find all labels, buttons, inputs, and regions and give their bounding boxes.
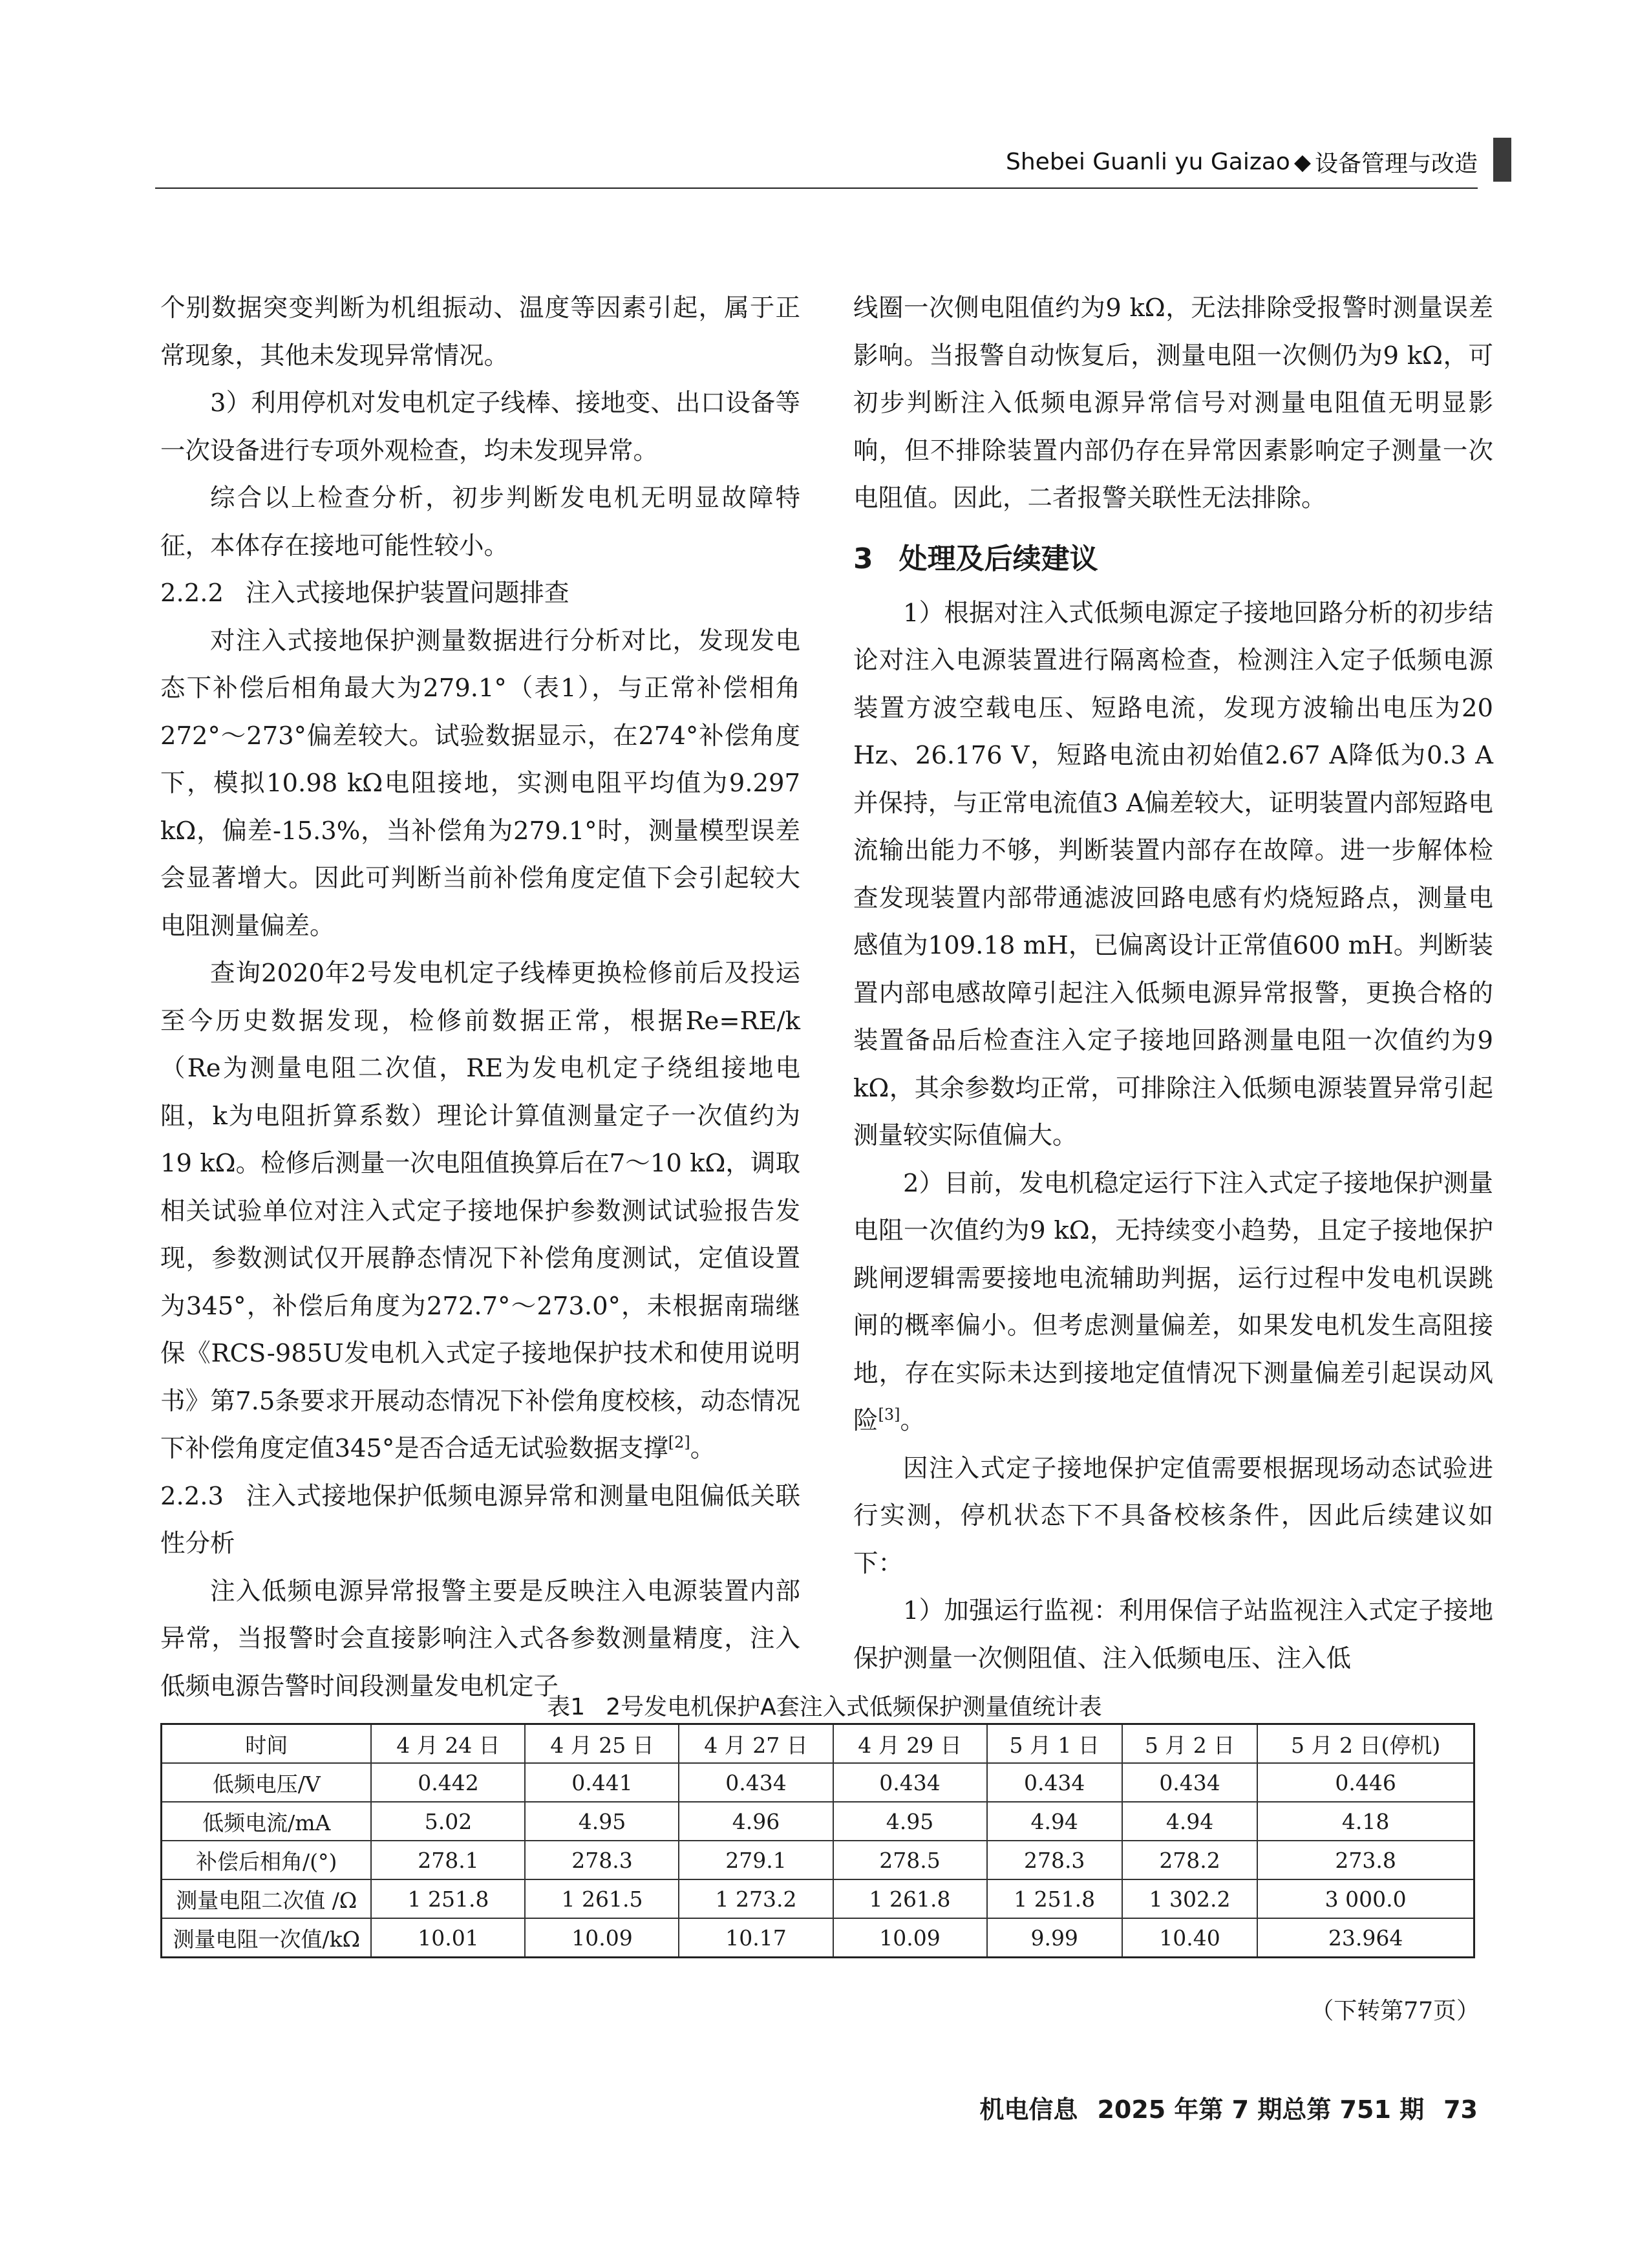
table-cell: 3 000.0 xyxy=(1257,1879,1474,1918)
table-cell: 0.434 xyxy=(833,1763,987,1802)
paragraph xyxy=(853,1160,1493,1445)
table-row xyxy=(162,1879,1474,1918)
row-label: 测量电阻一次值/kΩ xyxy=(162,1918,372,1958)
table-cell: 1 261.5 xyxy=(525,1879,679,1918)
issue-info: 2025 年第 7 期总第 751 期 xyxy=(1097,2095,1425,2124)
page-number: 73 xyxy=(1443,2095,1478,2124)
table-cell: 4.94 xyxy=(987,1802,1122,1841)
table-row xyxy=(162,1918,1474,1958)
table-cell: 10.40 xyxy=(1122,1918,1257,1958)
table-number: 表1 xyxy=(547,1694,586,1720)
table-row xyxy=(162,1802,1474,1841)
section-number: 2.2.2 xyxy=(160,579,224,608)
table-header-cell: 5 月 1 日 xyxy=(987,1724,1122,1764)
header-rule xyxy=(155,187,1478,189)
table-cell: 0.434 xyxy=(679,1763,833,1802)
table-header-cell: 4 月 25 日 xyxy=(525,1724,679,1764)
table-cell: 1 273.2 xyxy=(679,1879,833,1918)
table-cell: 279.1 xyxy=(679,1841,833,1879)
citation-ref: [3] xyxy=(878,1406,900,1424)
paragraph: 对注入式接地保护测量数据进行分析对比，发现发电态下补偿后相角最大为279.1°（表1），与正常补偿相角272°～273°偏差较大。试验数据显示，在274°补偿角度下，模拟10.98 kΩ电阻接地，实测电阻平均值为9.297 kΩ，偏差-15.3%，当补偿角为279.1°时，测量模型误差会显著增大。因此可判断当前补偿角度定值下会引起较大电阻测量偏差。 xyxy=(160,626,800,941)
table-header-cell: 时间 xyxy=(162,1724,372,1764)
table-row xyxy=(162,1763,1474,1802)
table-cell: 0.446 xyxy=(1257,1763,1474,1802)
table-cell: 278.3 xyxy=(525,1841,679,1879)
page-footer xyxy=(979,2090,1478,2125)
section-title: 处理及后续建议 xyxy=(899,542,1098,575)
table-cell: 4.18 xyxy=(1257,1802,1474,1841)
table-cell: 0.434 xyxy=(987,1763,1122,1802)
measurement-table xyxy=(160,1723,1475,1958)
table-cell: 10.09 xyxy=(525,1918,679,1958)
table-cell: 0.441 xyxy=(525,1763,679,1802)
table-cell: 278.3 xyxy=(987,1841,1122,1879)
table-header-cell: 5 月 2 日 xyxy=(1122,1724,1257,1764)
paragraph: 因注入式定子接地保护定值需要根据现场动态试验进行实测，停机状态下不具备校核条件，因此后续建议如下： xyxy=(853,1453,1493,1578)
paragraph: 综合以上检查分析，初步判断发电机无明显故障特征，本体存在接地可能性较小。 xyxy=(160,484,800,561)
row-label: 补偿后相角/(°) xyxy=(162,1841,372,1879)
table-cell: 1 251.8 xyxy=(987,1879,1122,1918)
paragraph: 3）利用停机对发电机定子线棒、接地变、出口设备等一次设备进行专项外观检查，均未发现异常。 xyxy=(160,389,800,465)
subsection-heading-2-2-2 xyxy=(160,570,800,617)
section-number: 2.2.3 xyxy=(160,1481,224,1511)
table-cell: 4.94 xyxy=(1122,1802,1257,1841)
paragraph: 1）加强运行监视：利用保信子站监视注入式定子接地保护测量一次侧阻值、注入低频电压、注入低 xyxy=(853,1596,1493,1673)
table-header-cell: 4 月 29 日 xyxy=(833,1724,987,1764)
table-cell: 4.95 xyxy=(525,1802,679,1841)
table-cell: 4.95 xyxy=(833,1802,987,1841)
table-cell: 0.434 xyxy=(1122,1763,1257,1802)
table-cell: 1 261.8 xyxy=(833,1879,987,1918)
paragraph: 1）根据对注入式低频电源定子接地回路分析的初步结论对注入电源装置进行隔离检查，检测注入定子低频电源装置方波空载电压、短路电流，发现方波输出电压为20 Hz、26.176 V，短路电流由初始值2.67 A降低为0.3 A并保持，与正常电流值3 A偏差较大，证明装置内部短路电流输出能力不够，判断装置内部存在故障。进一步解体检查发现装置内部带通滤波回路电感有灼烧短路点，测量电感值为109.18 mH，已偏离设计正常值600 mH。判断装置内部电感故障引起注入低频电源异常报警，更换合格的装置备品后检查注入定子接地回路测量电阻一次值约为9 kΩ，其余参数均正常，可排除注入低频电源装置异常引起测量较实际值偏大。 xyxy=(853,598,1493,1150)
table-cell: 1 251.8 xyxy=(371,1879,525,1918)
table-cell: 10.09 xyxy=(833,1918,987,1958)
section-title: 注入式接地保护装置问题排查 xyxy=(245,579,569,608)
table-cell: 278.2 xyxy=(1122,1841,1257,1879)
table-cell: 278.1 xyxy=(371,1841,525,1879)
paragraph-text: 2）目前，发电机稳定运行下注入式定子接地保护测量电阻一次值约为9 kΩ，无持续变小趋势，且定子接地保护跳闸逻辑需要接地电流辅助判据，运行过程中发电机误跳闸的概率偏小。但考虑测量偏差，如果发电机发生高阻接地，存在实际未达到接地定值情况下测量偏差引起误动风险 xyxy=(853,1168,1493,1435)
table-header-cell: 4 月 27 日 xyxy=(679,1724,833,1764)
header-column-title: 设备管理与改造 xyxy=(1314,151,1478,177)
row-label: 低频电流/mA xyxy=(162,1802,372,1841)
paragraph: 注入低频电源异常报警主要是反映注入电源装置内部异常，当报警时会直接影响注入式各参数测量精度，注入低频电源告警时间段测量发电机定子 xyxy=(160,1576,800,1701)
table-title: 2号发电机保护A套注入式低频保护测量值统计表 xyxy=(606,1694,1102,1720)
table-cell: 4.96 xyxy=(679,1802,833,1841)
paragraph: 个别数据突变判断为机组振动、温度等因素引起，属于正常现象，其他未发现异常情况。 xyxy=(160,294,800,370)
row-label: 低频电压/V xyxy=(162,1763,372,1802)
table-cell: 278.5 xyxy=(833,1841,987,1879)
header-bar-mark xyxy=(1493,138,1511,182)
header-pinyin: Shebei Guanli yu Gaizao xyxy=(1006,149,1290,175)
journal-name: 机电信息 xyxy=(979,2095,1078,2124)
paragraph-end: 。 xyxy=(690,1434,716,1463)
table-cell: 5.02 xyxy=(371,1802,525,1841)
subsection-heading-2-2-3 xyxy=(160,1473,800,1568)
table-header-cell: 5 月 2 日(停机) xyxy=(1257,1724,1474,1764)
paragraph xyxy=(160,950,800,1473)
table-row xyxy=(162,1841,1474,1879)
running-header xyxy=(1006,145,1478,178)
table-cell: 10.01 xyxy=(371,1918,525,1958)
paragraph: 线圈一次侧电阻值约为9 kΩ，无法排除受报警时测量误差影响。当报警自动恢复后，测量电阻一次侧仍为9 kΩ，可初步判断注入低频电源异常信号对测量电阻值无明显影响，但不排除装置内部仍存在异常因素影响定子测量一次电阻值。因此，二者报警关联性无法排除。 xyxy=(853,294,1493,513)
table-cell: 1 302.2 xyxy=(1122,1879,1257,1918)
table-cell: 10.17 xyxy=(679,1918,833,1958)
table-caption xyxy=(0,1689,1649,1722)
section-number: 3 xyxy=(853,542,873,575)
diamond-icon: ◆ xyxy=(1293,149,1311,175)
left-column xyxy=(160,284,800,1710)
section-heading-3 xyxy=(853,537,1493,582)
table-cell: 23.964 xyxy=(1257,1918,1474,1958)
continued-note: （下转第77页） xyxy=(1310,1998,1480,2024)
citation-ref: [2] xyxy=(668,1433,690,1452)
table-cell: 9.99 xyxy=(987,1918,1122,1958)
section-title: 注入式接地保护低频电源异常和测量电阻偏低关联性分析 xyxy=(160,1481,800,1558)
paragraph-text: 查询2020年2号发电机定子线棒更换检修前后及投运至今历史数据发现，检修前数据正常，根据Re=RE/k（Re为测量电阻二次值，RE为发电机定子绕组接地电阻，k为电阻折算系数）理论计算值测量定子一次值约为19 kΩ。检修后测量一次电阻值换算后在7～10 kΩ，调取相关试验单位对注入式定子接地保护参数测试试验报告发现，参数测试仅开展静态情况下补偿角度测试，定值设置为345°，补偿后角度为272.7°～273.0°，未根据南瑞继保《RCS-985U发电机入式定子接地保护技术和使用说明书》第7.5条要求开展动态情况下补偿角度校核，动态情况下补偿角度定值345°是否合适无试验数据支撑 xyxy=(160,959,800,1463)
paragraph-end: 。 xyxy=(900,1406,926,1435)
table-header-row xyxy=(162,1724,1474,1764)
table-header-cell: 4 月 24 日 xyxy=(371,1724,525,1764)
right-column xyxy=(853,284,1493,1682)
row-label: 测量电阻二次值 /Ω xyxy=(162,1879,372,1918)
table-cell: 273.8 xyxy=(1257,1841,1474,1879)
table-cell: 0.442 xyxy=(371,1763,525,1802)
